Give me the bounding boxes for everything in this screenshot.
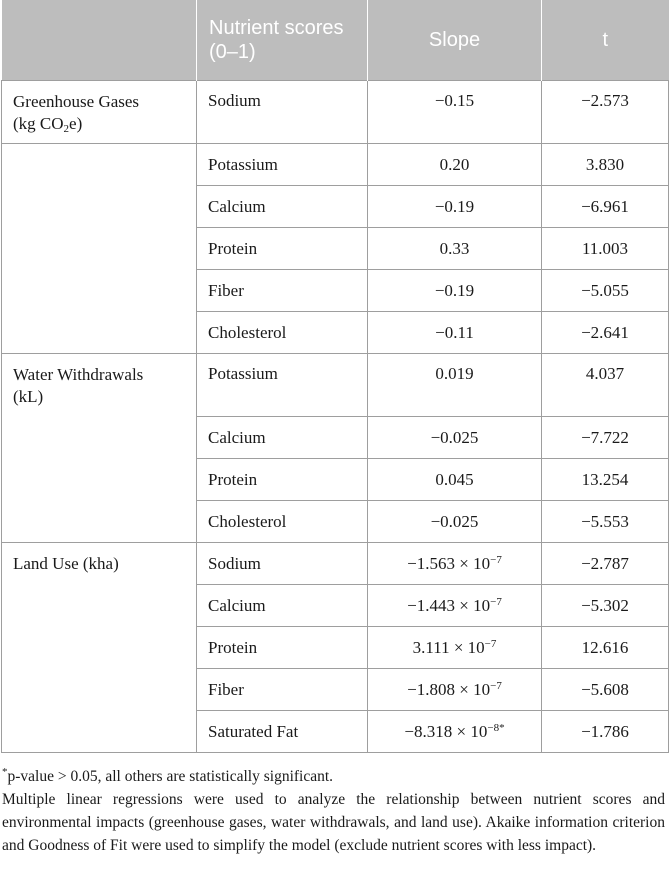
t-cell: −1.786 bbox=[542, 711, 669, 753]
slope-cell: $-1.563 \times 10^{-7}$ bbox=[368, 543, 542, 585]
t-cell: −5.608 bbox=[542, 669, 669, 711]
footnote: *p-value > 0.05, all others are statistically significant. bbox=[2, 766, 334, 785]
nutrient-cell: Sodium bbox=[197, 543, 368, 585]
nutrient-cell: Cholesterol bbox=[197, 312, 368, 354]
nutrient-cell: Saturated Fat bbox=[197, 711, 368, 753]
table-row bbox=[2, 81, 669, 144]
t-cell: 13.254 bbox=[542, 459, 669, 501]
slope-cell: 0.33 bbox=[368, 228, 542, 270]
slope-cell: −0.025 bbox=[368, 501, 542, 543]
t-cell: 3.830 bbox=[542, 144, 669, 186]
t-cell: 12.616 bbox=[542, 627, 669, 669]
t-cell: −5.302 bbox=[542, 585, 669, 627]
slope-cell: 0.20 bbox=[368, 144, 542, 186]
header-slope: Slope bbox=[368, 0, 542, 81]
nutrient-cell: Sodium bbox=[197, 81, 368, 144]
t-cell: −7.722 bbox=[542, 417, 669, 459]
group-label-water-withdrawals: Water Withdrawals (kL) bbox=[2, 354, 197, 543]
slope-cell: −0.11 bbox=[368, 312, 542, 354]
group-label-land-use: Land Use (kha) bbox=[2, 543, 197, 753]
slope-cell: 0.045 bbox=[368, 459, 542, 501]
table-row bbox=[2, 354, 669, 417]
t-cell: 4.037 bbox=[542, 354, 669, 417]
nutrient-cell: Protein bbox=[197, 459, 368, 501]
slope-cell: $-1.808 \times 10^{-7}$ bbox=[368, 669, 542, 711]
table-row bbox=[2, 543, 669, 585]
table-row bbox=[2, 144, 669, 186]
slope-cell: $-1.443 \times 10^{-7}$ bbox=[368, 585, 542, 627]
nutrient-cell: Cholesterol bbox=[197, 501, 368, 543]
t-cell: −2.573 bbox=[542, 81, 669, 144]
nutrient-cell: Calcium bbox=[197, 585, 368, 627]
nutrient-cell: Calcium bbox=[197, 417, 368, 459]
nutrient-cell: Potassium bbox=[197, 144, 368, 186]
slope-cell: 0.019 bbox=[368, 354, 542, 417]
t-cell: 11.003 bbox=[542, 228, 669, 270]
t-cell: −2.787 bbox=[542, 543, 669, 585]
slope-cell: $-8.318 \times 10^{-8*}$ bbox=[368, 711, 542, 753]
header-blank bbox=[2, 0, 197, 81]
group-label-empty bbox=[2, 144, 197, 354]
nutrient-cell: Calcium bbox=[197, 186, 368, 228]
nutrient-cell: Fiber bbox=[197, 669, 368, 711]
slope-cell: −0.025 bbox=[368, 417, 542, 459]
t-cell: −2.641 bbox=[542, 312, 669, 354]
slope-cell: $3.111 \times 10^{-7}$ bbox=[368, 627, 542, 669]
nutrient-cell: Protein bbox=[197, 228, 368, 270]
slope-cell: −0.15 bbox=[368, 81, 542, 144]
slope-cell: −0.19 bbox=[368, 270, 542, 312]
nutrient-cell: Potassium bbox=[197, 354, 368, 417]
t-cell: −6.961 bbox=[542, 186, 669, 228]
header-t: t bbox=[542, 0, 669, 81]
nutrient-cell: Fiber bbox=[197, 270, 368, 312]
t-cell: −5.553 bbox=[542, 501, 669, 543]
group-label-greenhouse-gases: Greenhouse Gases (kg $CO_2e$) bbox=[2, 81, 197, 144]
regression-table bbox=[1, 0, 669, 753]
t-cell: −5.055 bbox=[542, 270, 669, 312]
table-description: Multiple linear regressions were used to analyze the relationship between nutrient scores and environmental impacts (greenhouse gases, water withdrawals, and land use). Akaike information criterion and Goodness of Fit were used to simplify the model (exclude nutrient scores with less impact). bbox=[2, 791, 665, 854]
table-header-row bbox=[2, 0, 669, 81]
table-notes bbox=[0, 753, 667, 857]
slope-cell: −0.19 bbox=[368, 186, 542, 228]
nutrient-cell: Protein bbox=[197, 627, 368, 669]
header-nutrient-scores: Nutrient scores (0–1) bbox=[197, 0, 368, 81]
